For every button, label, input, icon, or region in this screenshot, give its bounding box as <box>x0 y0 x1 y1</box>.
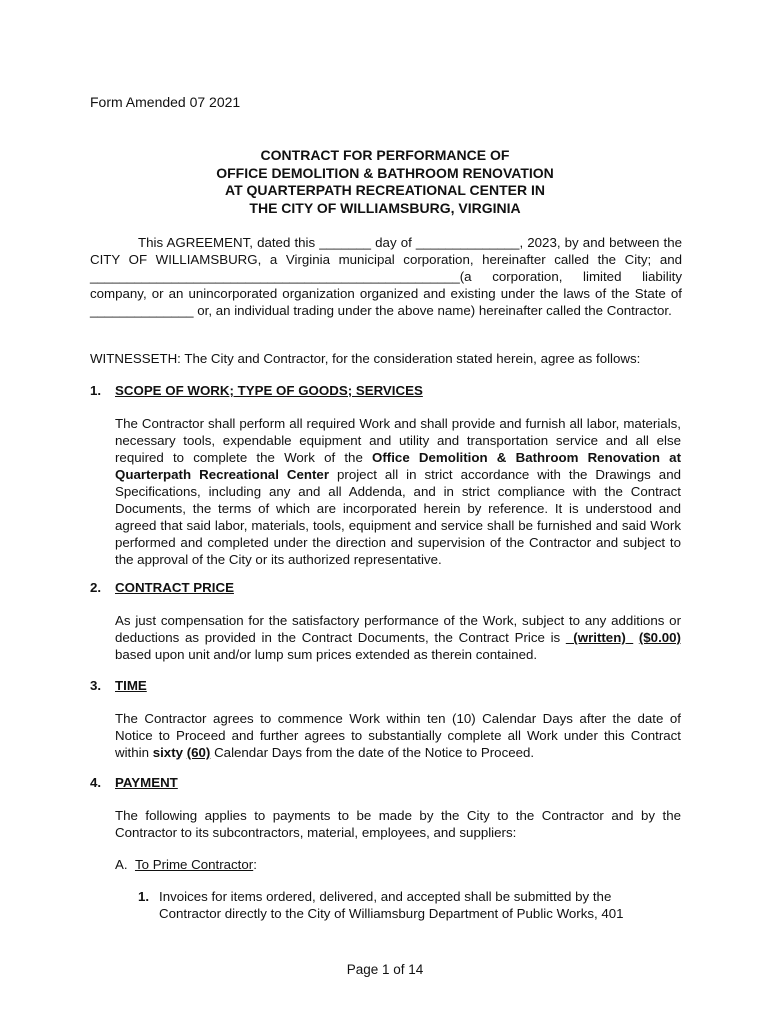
section-3-body <box>115 710 681 761</box>
contract-title <box>0 147 770 217</box>
page-number: Page 1 of 14 <box>346 962 424 977</box>
price-amount: ($0.00) <box>638 630 681 645</box>
section-title: SCOPE OF WORK; TYPE OF GOODS; SERVICES <box>115 383 423 398</box>
subsection-letter: A. <box>115 857 128 872</box>
item-1-line-1 <box>138 888 681 905</box>
item-text: Invoices for items ordered, delivered, and accepted shall be submitted by the <box>159 889 612 904</box>
section-3-heading <box>90 678 147 693</box>
written-price-field: _(written)_ <box>565 630 634 645</box>
body-text: based upon unit and/or lump sum prices extended as therein contained. <box>115 647 538 662</box>
section-title: CONTRACT PRICE <box>115 580 234 595</box>
section-number: 4. <box>90 775 102 790</box>
subsection-title: To Prime Contractor <box>134 857 254 872</box>
body-text: The Contractor agrees to commence Work within ten (10) Calendar Days after the date of Notice to Proceed and further agrees to substantially complete all Work under this Contract within <box>115 711 681 760</box>
subsection-a-heading <box>115 857 257 872</box>
section-title: TIME <box>115 678 147 693</box>
section-title: PAYMENT <box>115 775 178 790</box>
item-1 <box>138 888 681 922</box>
form-amended-label: Form Amended 07 2021 <box>90 94 241 110</box>
body-text: project all in strict accordance with the Drawings and Specifications, including any and all Addenda, and in strict compliance with the Contract Documents, the terms of which are incorporated herein by reference. It is understood and agreed that said labor, materials, tools, equipment and service shall be furnished and said Work performed and completed under the direction and supervision of the Contractor and subject to the approval of the City or its authorized representative. <box>115 467 681 567</box>
subsection-colon: : <box>253 857 257 872</box>
section-number: 1. <box>90 383 102 398</box>
body-text: As just compensation for the satisfactory performance of the Work, subject to any additions or deductions as provided in the Contract Documents, the Contract Price is <box>115 613 681 645</box>
item-1-line-2: Contractor directly to the City of Williamsburg Department of Public Works, 401 <box>159 906 624 921</box>
section-4-body: The following applies to payments to be made by the City to the Contractor and by the Contractor to its subcontractors, material, employees, and suppliers: <box>115 808 681 840</box>
sixty-word: sixty <box>152 745 187 760</box>
section-number: 3. <box>90 678 102 693</box>
agreement-intro <box>90 234 682 319</box>
title-line-1: CONTRACT FOR PERFORMANCE OF <box>260 147 510 163</box>
intro-text: This AGREEMENT, dated this _______ day of ______________, 2023, by and between the CITY OF WILLIAMSBURG, a Virginia municipal corporation, hereinafter called the City; and __________________________________________________(a corporation, limited liability company, or an unincorporated organization organized and existing under the laws of the State of ______________ or, an individual trading under the above name) hereinafter called the Contractor. <box>90 235 682 318</box>
title-line-2: OFFICE DEMOLITION & BATHROOM RENOVATION <box>216 164 554 181</box>
section-2-heading <box>90 580 234 595</box>
body-text: Calendar Days from the date of the Notice to Proceed. <box>210 745 535 760</box>
section-1-heading <box>90 383 423 398</box>
section-4-heading <box>90 775 178 790</box>
title-line-4: THE CITY OF WILLIAMSBURG, VIRGINIA <box>249 199 521 216</box>
section-number: 2. <box>90 580 102 595</box>
project-name: Office Demolition & Bathroom Renovation at Quarterpath Recreational Center <box>115 450 681 482</box>
item-number: 1. <box>138 889 150 904</box>
body-text: The Contractor shall perform all required Work and shall provide and furnish all labor, materials, necessary tools, expendable equipment and utility and transportation service and all else required to complete the Work of the <box>115 416 681 465</box>
sixty-number: (60) <box>186 745 211 760</box>
section-2-body <box>115 612 681 663</box>
witnesseth-line: WITNESSETH: The City and Contractor, for the consideration stated herein, agree as follows: <box>90 351 641 366</box>
title-line-3: AT QUARTERPATH RECREATIONAL CENTER IN <box>225 182 545 199</box>
section-1-body <box>115 415 681 568</box>
